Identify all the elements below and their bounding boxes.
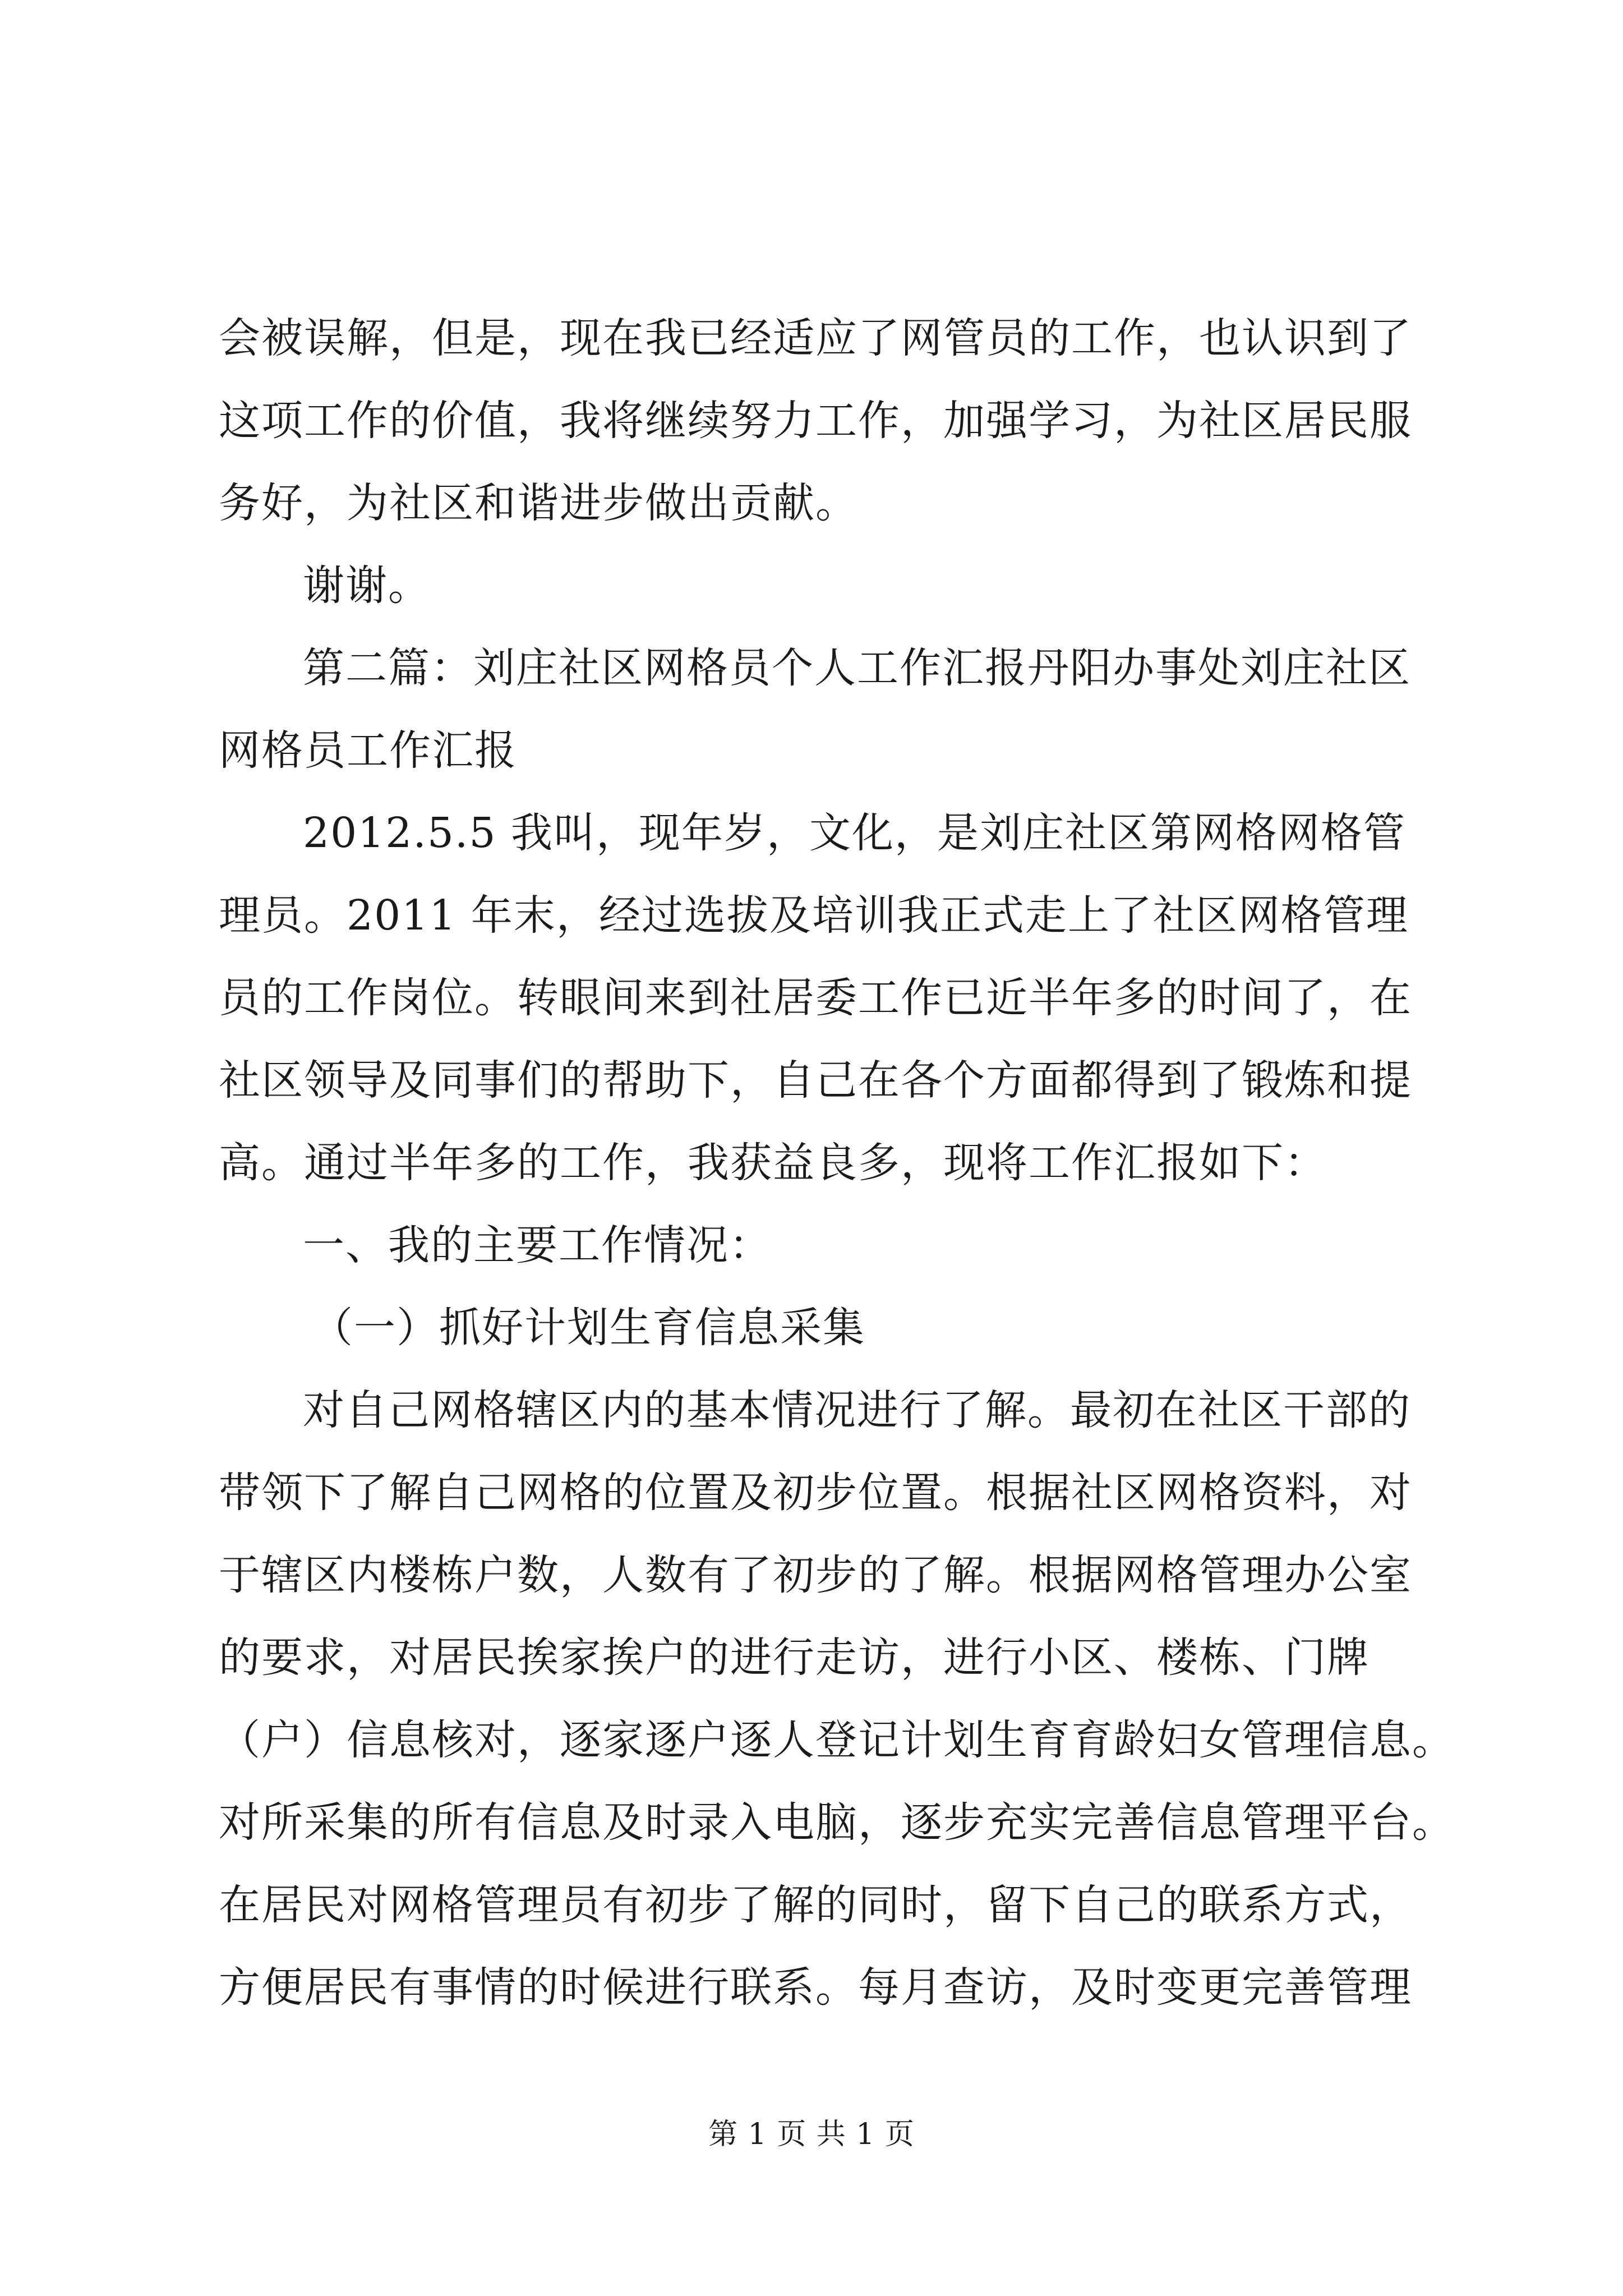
page-number-footer: 第 1 页 共 1 页 (708, 2118, 915, 2151)
text-line: 理员。2011 年末，经过选拔及培训我正式走上了社区网格管理 (219, 891, 1409, 940)
text-line: 在居民对网格管理员有初步了解的同时，留下自己的联系方式， (219, 1881, 1412, 1929)
text-line: 2012.5.5 我叫，现年岁，文化，是刘庄社区第网格网格管 (303, 809, 1407, 857)
text-line: 会被误解，但是，现在我已经适应了网管员的工作，也认识到了 (219, 314, 1412, 362)
text-line: 的要求，对居民挨家挨户的进行走访，进行小区、楼栋、门牌 (219, 1634, 1370, 1682)
text-line: 务好，为社区和谐进步做出贡献。 (219, 479, 858, 527)
section-heading-continued: 网格员工作汇报 (219, 726, 517, 775)
text-line: 方便居民有事情的时候进行联系。每月查访，及时变更完善管理 (219, 1963, 1412, 2012)
text-line: 于辖区内楼栋户数，人数有了初步的了解。根据网格管理办公室 (219, 1551, 1412, 1599)
text-line: （户）信息核对，逐家逐户逐人登记计划生育育龄妇女管理信息。 (219, 1716, 1455, 1764)
text-line: 谢谢。 (303, 562, 431, 610)
text-line: 对所采集的所有信息及时录入电脑，逐步充实完善信息管理平台。 (219, 1798, 1455, 1847)
text-line: 社区领导及同事们的帮助下，自己在各个方面都得到了锻炼和提 (219, 1056, 1412, 1105)
text-line: 对自己网格辖区内的基本情况进行了解。最初在社区干部的 (303, 1386, 1411, 1434)
text-line: 这项工作的价值，我将继续努力工作，加强学习，为社区居民服 (219, 397, 1412, 445)
subsection-heading: 一、我的主要工作情况： (303, 1221, 772, 1269)
text-line: 高。通过半年多的工作，我获益良多，现将工作汇报如下： (219, 1139, 1327, 1187)
subsection-heading: （一）抓好计划生育信息采集 (311, 1304, 865, 1352)
text-line: 员的工作岗位。转眼间来到社居委工作已近半年多的时间了，在 (219, 974, 1412, 1022)
text-line: 带领下了解自己网格的位置及初步位置。根据社区网格资料，对 (219, 1469, 1412, 1517)
document-body (219, 297, 1455, 2029)
section-heading: 第二篇：刘庄社区网格员个人工作汇报丹阳办事处刘庄社区 (303, 644, 1411, 692)
